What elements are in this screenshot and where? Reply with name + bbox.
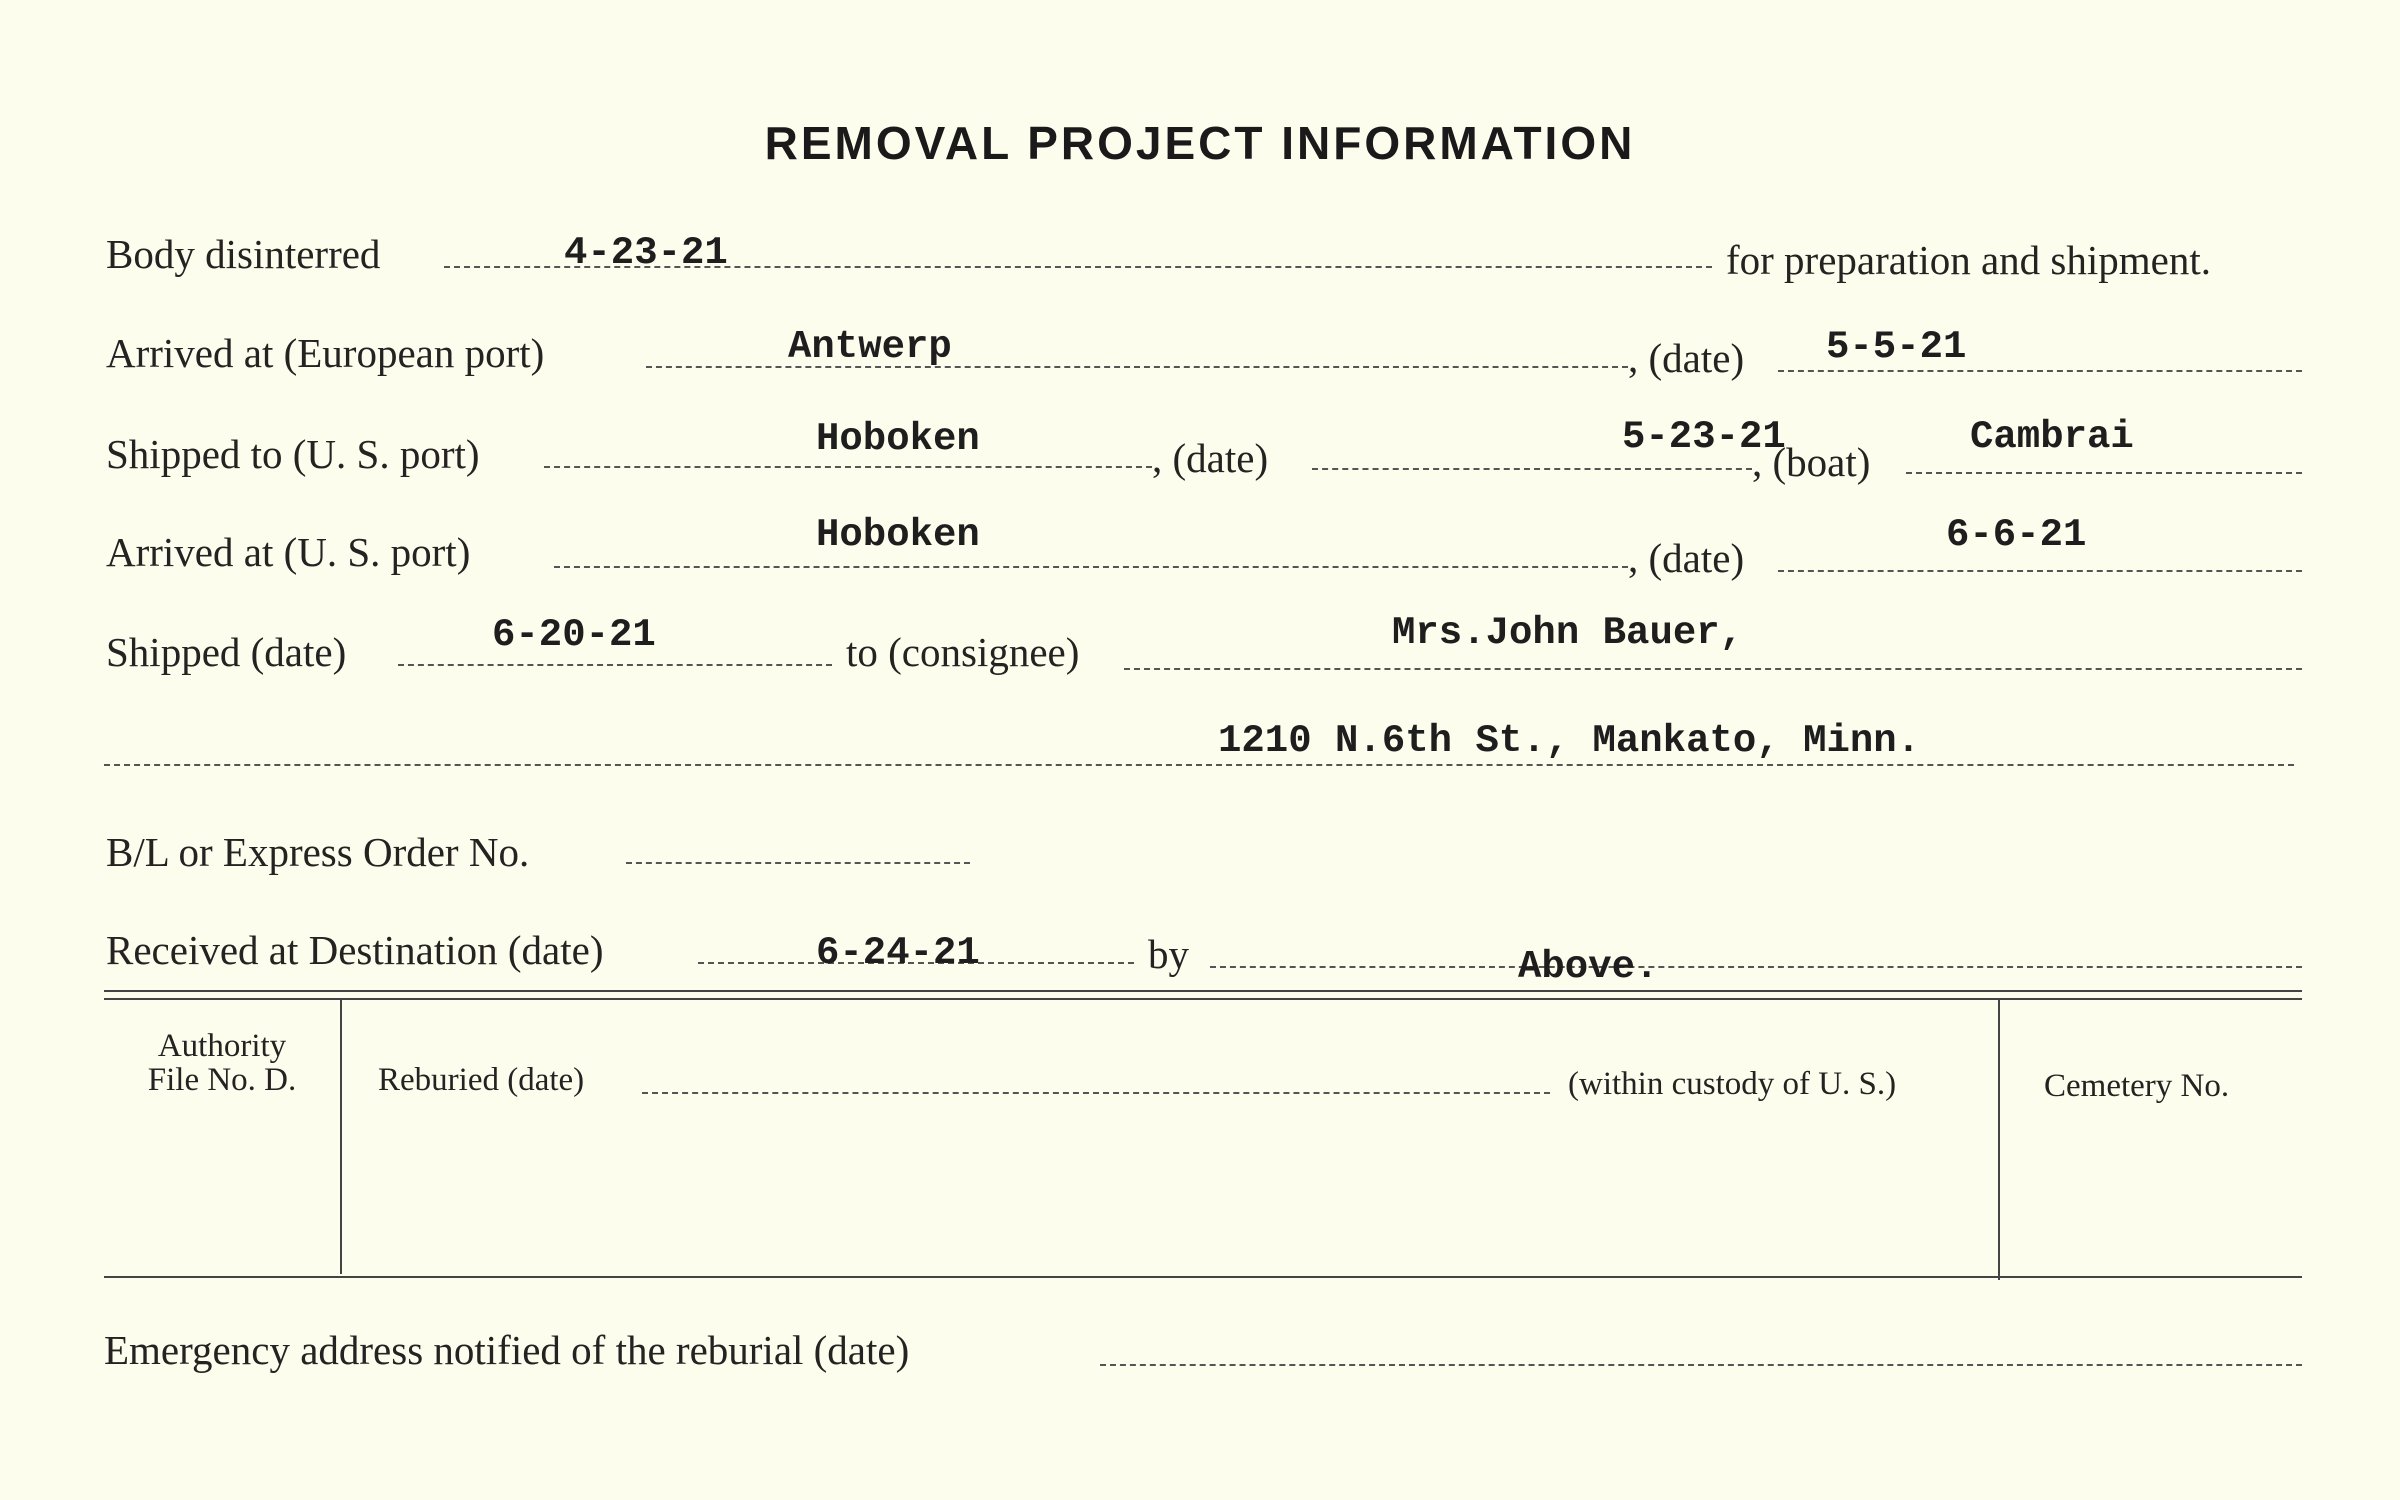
disinterred-date: 4-23-21 — [564, 231, 728, 275]
european-date-label: , (date) — [1628, 335, 1745, 381]
shipped-date-value: 5-23-21 — [1622, 415, 1786, 459]
file-no-label: File No. D. — [147, 1062, 297, 1098]
shipped-us-port-label: Shipped to (U. S. port) — [106, 431, 480, 477]
european-port-value: Antwerp — [788, 325, 952, 369]
shipped-us-port-line — [544, 466, 1152, 468]
for-preparation-label: for preparation and shipment. — [1726, 237, 2212, 283]
by-label: by — [1148, 931, 1189, 977]
arrived-us-date-value: 6-6-21 — [1946, 513, 2087, 557]
bl-order-line — [626, 862, 970, 864]
consignee-value: Mrs.John Bauer, — [1392, 611, 1744, 655]
bl-order-label: B/L or Express Order No. — [106, 829, 530, 875]
shipped-date-label: , (date) — [1152, 435, 1269, 481]
authority-label: Authority — [157, 1028, 287, 1064]
consignee-line — [1124, 668, 2302, 670]
reburied-label: Reburied (date) — [378, 1062, 585, 1098]
consignee-address-value: 1210 N.6th St., Mankato, Minn. — [1218, 719, 1921, 763]
european-date-value: 5-5-21 — [1826, 325, 1967, 369]
arrived-us-port-value: Hoboken — [816, 513, 980, 557]
shipped-on-line — [398, 664, 832, 666]
shipped-date-line — [1312, 468, 1752, 470]
european-date-line — [1778, 370, 2302, 372]
cemetery-no-label: Cemetery No. — [2044, 1068, 2230, 1104]
table-top-rule — [104, 990, 2302, 992]
reburied-line — [642, 1092, 1550, 1094]
body-disinterred-label: Body disinterred — [106, 231, 381, 277]
emergency-label: Emergency address notified of the reburial (date) — [104, 1327, 910, 1373]
shipped-us-port-value: Hoboken — [816, 417, 980, 461]
arrived-european-port-label: Arrived at (European port) — [106, 330, 545, 376]
received-by-value: Above. — [1518, 945, 1659, 989]
within-custody-label: (within custody of U. S.) — [1568, 1066, 1897, 1102]
received-date-value: 6-24-21 — [816, 931, 980, 975]
table-top-rule-inner — [104, 998, 2302, 1000]
consignee-label: to (consignee) — [846, 629, 1080, 675]
table-divider-left — [340, 1000, 342, 1274]
page-title: REMOVAL PROJECT INFORMATION — [764, 117, 1636, 169]
arrived-us-port-line — [554, 566, 1628, 568]
consignee-address-line — [104, 764, 2294, 766]
received-label: Received at Destination (date) — [106, 927, 604, 973]
shipped-date-row-label: Shipped (date) — [106, 629, 347, 675]
boat-value: Cambrai — [1970, 415, 2134, 459]
table-bottom-rule — [104, 1276, 2302, 1278]
table-divider-right — [1998, 1000, 2000, 1280]
boat-line — [1906, 472, 2302, 474]
shipped-on-value: 6-20-21 — [492, 613, 656, 657]
received-by-line — [1210, 966, 2302, 968]
arrived-us-port-label: Arrived at (U. S. port) — [106, 529, 471, 575]
arrived-us-date-line — [1778, 570, 2302, 572]
emergency-line — [1100, 1364, 2302, 1366]
arrived-us-date-label: , (date) — [1628, 535, 1745, 581]
boat-label: , (boat) — [1752, 439, 1871, 485]
